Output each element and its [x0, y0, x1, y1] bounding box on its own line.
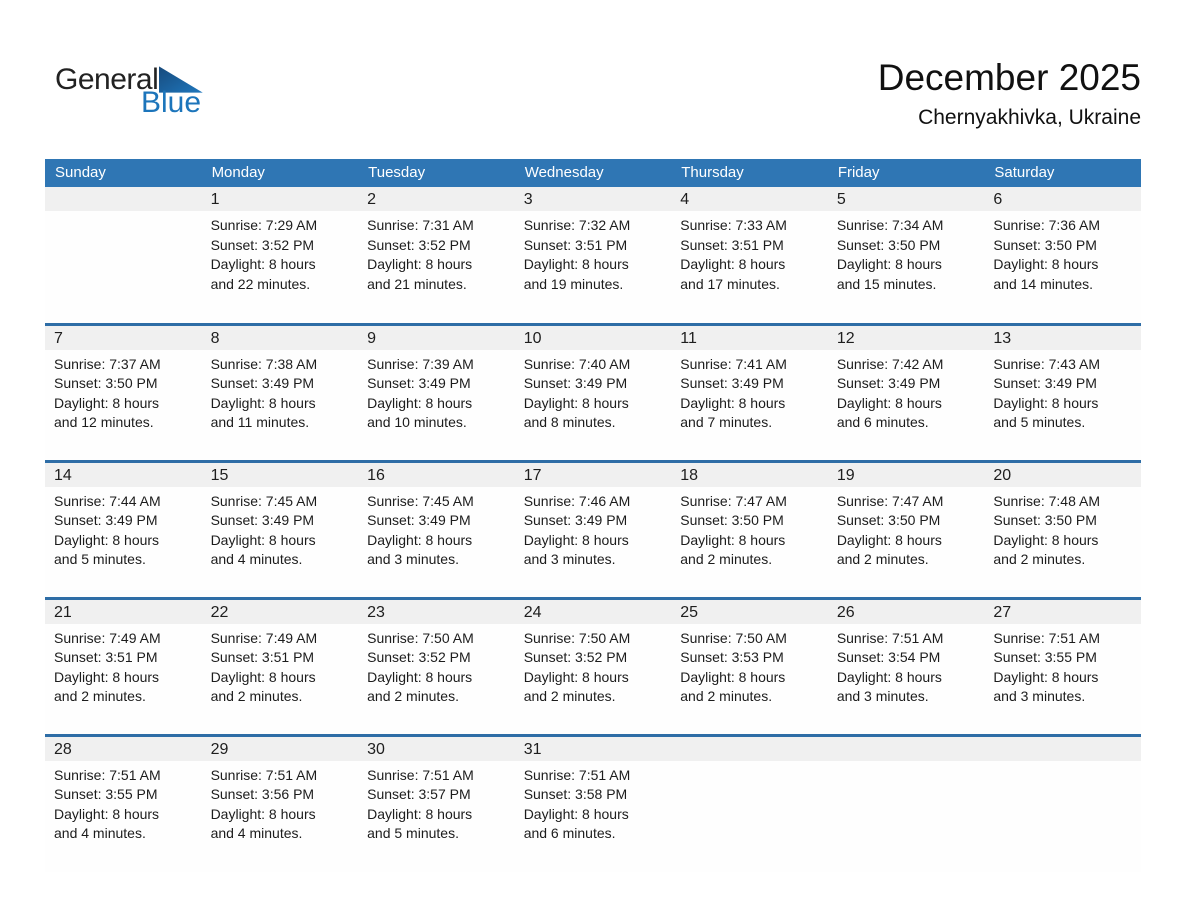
day-daylight-line1: Daylight: 8 hours: [210, 805, 316, 822]
day-sunrise: Sunrise: 7:45 AM: [210, 492, 318, 509]
day-number-band: [45, 326, 202, 350]
day-sunset: Sunset: 3:49 PM: [836, 375, 941, 392]
day-info: [515, 624, 672, 707]
day-daylight-line1: Daylight: 8 hours: [523, 531, 629, 548]
day-info: [515, 487, 672, 570]
day-sunrise: Sunrise: 7:37 AM: [54, 355, 161, 372]
day-sunrise: Sunrise: 7:36 AM: [993, 217, 1100, 233]
day-info: [358, 350, 515, 433]
day-daylight-line2: and 4 minutes.: [210, 551, 303, 568]
day-number: 10: [523, 329, 542, 347]
day-daylight-line1: Daylight: 8 hours: [836, 256, 942, 273]
day-daylight-line1: Daylight: 8 hours: [367, 394, 473, 411]
day-cell: [828, 598, 985, 735]
day-sunrise: Sunrise: 7:47 AM: [680, 492, 787, 509]
empty-day-cell: [984, 735, 1141, 872]
day-number-band: [202, 737, 359, 761]
day-cell: [828, 461, 985, 598]
weekday-friday: Friday: [828, 159, 985, 187]
day-daylight-line1: Daylight: 8 hours: [836, 394, 942, 411]
day-daylight-line2: and 3 minutes.: [367, 551, 459, 568]
logo-text-blue: Blue: [140, 86, 201, 119]
day-daylight-line1: Daylight: 8 hours: [210, 531, 316, 548]
day-number: 29: [210, 740, 229, 758]
day-number: 8: [210, 329, 220, 347]
day-info: [202, 624, 359, 707]
day-daylight-line1: Daylight: 8 hours: [523, 668, 629, 685]
day-cell: [202, 735, 359, 872]
day-number: 5: [836, 191, 846, 208]
day-daylight-line1: Daylight: 8 hours: [836, 531, 942, 548]
day-sunrise: Sunrise: 7:31 AM: [367, 217, 474, 233]
day-number: 26: [836, 603, 855, 621]
day-daylight-line2: and 14 minutes.: [993, 275, 1093, 292]
day-sunset: Sunset: 3:51 PM: [680, 236, 784, 253]
day-info: [358, 761, 515, 844]
location-subtitle: Chernyakhivka, Ukraine: [918, 105, 1141, 129]
day-sunrise: Sunrise: 7:50 AM: [680, 629, 787, 646]
day-number-band: [358, 326, 515, 350]
weekday-tuesday: Tuesday: [358, 159, 515, 187]
day-sunset: Sunset: 3:49 PM: [210, 512, 315, 529]
day-info: [45, 761, 202, 844]
day-cell: [45, 735, 202, 872]
day-daylight-line2: and 17 minutes.: [680, 275, 780, 292]
day-daylight-line1: Daylight: 8 hours: [836, 668, 942, 685]
week-row: [45, 735, 1141, 872]
day-sunrise: Sunrise: 7:39 AM: [367, 355, 474, 372]
day-number: 12: [836, 329, 855, 347]
day-number-band: [515, 600, 672, 624]
day-sunset: Sunset: 3:49 PM: [680, 375, 784, 392]
day-number: 25: [680, 603, 699, 621]
day-number-band: [358, 187, 515, 211]
day-daylight-line2: and 6 minutes.: [523, 825, 616, 842]
day-sunset: Sunset: 3:50 PM: [680, 512, 784, 529]
day-info: [984, 487, 1141, 570]
day-daylight-line2: and 7 minutes.: [680, 414, 773, 431]
day-info: [984, 350, 1141, 433]
day-daylight-line2: and 21 minutes.: [367, 275, 467, 292]
day-number-band: [202, 326, 359, 350]
day-daylight-line2: and 2 minutes.: [993, 551, 1086, 568]
day-daylight-line1: Daylight: 8 hours: [54, 668, 160, 685]
day-daylight-line2: and 4 minutes.: [210, 825, 303, 842]
day-sunrise: Sunrise: 7:47 AM: [836, 492, 944, 509]
day-number: 11: [680, 329, 697, 347]
day-daylight-line1: Daylight: 8 hours: [680, 531, 786, 548]
day-cell: [202, 598, 359, 735]
day-info: [358, 487, 515, 570]
day-daylight-line1: Daylight: 8 hours: [523, 394, 629, 411]
week-row: [45, 598, 1141, 735]
day-daylight-line2: and 6 minutes.: [836, 414, 929, 431]
day-info: [45, 624, 202, 707]
day-sunset: Sunset: 3:49 PM: [523, 375, 628, 392]
day-number-band: [984, 463, 1141, 487]
day-daylight-line1: Daylight: 8 hours: [367, 256, 473, 273]
day-number: 22: [210, 603, 229, 621]
day-number: 9: [367, 329, 377, 347]
day-daylight-line2: and 12 minutes.: [54, 414, 154, 431]
day-sunrise: Sunrise: 7:41 AM: [680, 355, 787, 372]
day-cell: [515, 187, 672, 324]
day-number-band: [828, 737, 985, 761]
day-number-band: [984, 326, 1141, 350]
day-daylight-line2: and 2 minutes.: [367, 688, 459, 705]
day-sunset: Sunset: 3:52 PM: [367, 649, 471, 666]
weekday-thursday: Thursday: [671, 159, 828, 187]
day-cell: [671, 187, 828, 324]
day-cell: [984, 598, 1141, 735]
day-number-band: [358, 600, 515, 624]
day-info: [358, 211, 515, 294]
day-daylight-line2: and 5 minutes.: [367, 825, 459, 842]
day-number-band: [984, 737, 1141, 761]
day-number: 19: [836, 466, 855, 484]
day-daylight-line2: and 11 minutes.: [210, 414, 310, 431]
day-daylight-line2: and 2 minutes.: [210, 688, 303, 705]
day-number-band: [45, 600, 202, 624]
day-info: [45, 350, 202, 433]
day-daylight-line2: and 2 minutes.: [523, 688, 616, 705]
empty-day-cell: [828, 735, 985, 872]
day-number-band: [515, 463, 672, 487]
day-number: 14: [54, 466, 72, 484]
day-cell: [984, 324, 1141, 461]
day-sunrise: Sunrise: 7:51 AM: [54, 766, 161, 783]
day-daylight-line1: Daylight: 8 hours: [210, 668, 316, 685]
day-daylight-line2: and 3 minutes.: [993, 688, 1086, 705]
day-daylight-line1: Daylight: 8 hours: [993, 668, 1099, 685]
day-number-band: [671, 463, 828, 487]
weekday-saturday: Saturday: [984, 159, 1141, 187]
day-cell: [45, 598, 202, 735]
day-number-band: [358, 737, 515, 761]
day-sunrise: Sunrise: 7:51 AM: [210, 766, 318, 783]
day-cell: [202, 187, 359, 324]
day-info: [984, 211, 1141, 294]
day-sunrise: Sunrise: 7:51 AM: [993, 629, 1100, 646]
day-info: [828, 624, 985, 707]
day-cell: [358, 461, 515, 598]
day-info: [515, 761, 672, 844]
day-sunset: Sunset: 3:55 PM: [993, 649, 1097, 666]
day-sunset: Sunset: 3:50 PM: [836, 236, 941, 253]
day-number-band: [828, 463, 985, 487]
weekday-wednesday: Wednesday: [515, 159, 672, 187]
day-sunrise: Sunrise: 7:50 AM: [523, 629, 631, 646]
day-number: 30: [367, 740, 385, 758]
day-cell: [515, 735, 672, 872]
day-daylight-line2: and 4 minutes.: [54, 825, 146, 842]
day-sunrise: Sunrise: 7:45 AM: [367, 492, 474, 509]
day-sunrise: Sunrise: 7:38 AM: [210, 355, 318, 372]
empty-day-cell: [45, 187, 202, 324]
day-number-band: [202, 463, 359, 487]
day-number-band: [515, 737, 672, 761]
day-number-band: [671, 737, 828, 761]
weekday-monday: Monday: [202, 159, 359, 187]
calendar-grid-body: [45, 187, 1141, 872]
page-header: [45, 0, 1143, 159]
day-info: [828, 487, 985, 570]
day-number-band: [984, 187, 1141, 211]
day-sunrise: Sunrise: 7:48 AM: [993, 492, 1100, 509]
day-sunset: Sunset: 3:50 PM: [54, 375, 158, 392]
day-cell: [358, 598, 515, 735]
day-daylight-line2: and 2 minutes.: [54, 688, 146, 705]
day-number-band: [984, 600, 1141, 624]
day-sunrise: Sunrise: 7:33 AM: [680, 217, 787, 233]
day-daylight-line2: and 22 minutes.: [210, 275, 311, 292]
day-info: [202, 211, 359, 294]
day-daylight-line1: Daylight: 8 hours: [680, 394, 786, 411]
day-cell: [984, 461, 1141, 598]
day-cell: [984, 187, 1141, 324]
day-number: 16: [367, 466, 385, 484]
day-sunset: Sunset: 3:52 PM: [523, 649, 628, 666]
day-sunrise: Sunrise: 7:49 AM: [54, 629, 161, 646]
day-number: 13: [993, 329, 1012, 347]
day-daylight-line2: and 10 minutes.: [367, 414, 467, 431]
day-number: 31: [523, 740, 542, 758]
day-daylight-line2: and 19 minutes.: [523, 275, 624, 292]
day-daylight-line2: and 5 minutes.: [993, 414, 1086, 431]
day-sunrise: Sunrise: 7:51 AM: [523, 766, 631, 783]
day-info: [671, 624, 828, 707]
day-info: [202, 487, 359, 570]
title-block: [878, 58, 1141, 130]
day-sunset: Sunset: 3:49 PM: [367, 375, 471, 392]
general-blue-logo: [55, 65, 203, 118]
day-number: 28: [54, 740, 72, 758]
day-daylight-line1: Daylight: 8 hours: [523, 805, 629, 822]
day-daylight-line1: Daylight: 8 hours: [367, 805, 473, 822]
day-daylight-line2: and 2 minutes.: [680, 688, 773, 705]
day-number-band: [671, 600, 828, 624]
day-cell: [671, 324, 828, 461]
day-cell: [671, 598, 828, 735]
day-daylight-line1: Daylight: 8 hours: [54, 805, 160, 822]
day-sunset: Sunset: 3:49 PM: [993, 375, 1097, 392]
day-daylight-line1: Daylight: 8 hours: [523, 256, 629, 273]
day-cell: [671, 461, 828, 598]
month-title: December 2025: [877, 57, 1141, 98]
day-sunset: Sunset: 3:49 PM: [54, 512, 158, 529]
day-sunset: Sunset: 3:51 PM: [210, 649, 315, 666]
day-sunrise: Sunrise: 7:51 AM: [367, 766, 474, 783]
day-daylight-line1: Daylight: 8 hours: [367, 668, 473, 685]
day-daylight-line2: and 2 minutes.: [680, 551, 773, 568]
day-sunset: Sunset: 3:56 PM: [210, 786, 315, 803]
day-info: [358, 624, 515, 707]
day-sunset: Sunset: 3:51 PM: [54, 649, 158, 666]
day-daylight-line1: Daylight: 8 hours: [993, 394, 1099, 411]
day-daylight-line1: Daylight: 8 hours: [210, 256, 316, 273]
day-info: [45, 487, 202, 570]
day-daylight-line1: Daylight: 8 hours: [210, 394, 316, 411]
day-number: 3: [523, 191, 533, 208]
day-number: 20: [993, 466, 1012, 484]
week-row: [45, 324, 1141, 461]
day-number-band: [45, 463, 202, 487]
day-sunset: Sunset: 3:52 PM: [367, 236, 471, 253]
day-sunrise: Sunrise: 7:29 AM: [210, 217, 318, 233]
day-cell: [515, 598, 672, 735]
day-number-band: [358, 463, 515, 487]
day-number: 23: [367, 603, 385, 621]
day-sunrise: Sunrise: 7:43 AM: [993, 355, 1100, 372]
day-info: [515, 350, 672, 433]
day-sunrise: Sunrise: 7:40 AM: [523, 355, 631, 372]
day-daylight-line1: Daylight: 8 hours: [54, 394, 160, 411]
calendar-table: [45, 159, 1141, 872]
day-number-band: [671, 187, 828, 211]
day-daylight-line1: Daylight: 8 hours: [993, 256, 1099, 273]
day-number-band: [45, 737, 202, 761]
day-cell: [828, 187, 985, 324]
day-daylight-line1: Daylight: 8 hours: [54, 531, 160, 548]
day-sunrise: Sunrise: 7:49 AM: [210, 629, 318, 646]
day-sunrise: Sunrise: 7:50 AM: [367, 629, 474, 646]
day-cell: [45, 324, 202, 461]
week-row: [45, 187, 1141, 324]
day-cell: [358, 735, 515, 872]
day-cell: [45, 461, 202, 598]
weekday-header-row: [45, 159, 1141, 187]
day-daylight-line2: and 15 minutes.: [836, 275, 937, 292]
day-daylight-line2: and 8 minutes.: [523, 414, 616, 431]
day-daylight-line1: Daylight: 8 hours: [993, 531, 1099, 548]
day-sunset: Sunset: 3:58 PM: [523, 786, 628, 803]
day-number: 18: [680, 466, 699, 484]
day-cell: [202, 461, 359, 598]
day-number-band: [202, 600, 359, 624]
day-number-band: [202, 187, 359, 211]
day-number: 21: [54, 603, 72, 621]
day-info: [671, 350, 828, 433]
day-number-band: [671, 326, 828, 350]
day-info: [828, 211, 985, 294]
day-info: [671, 487, 828, 570]
day-info: [202, 350, 359, 433]
day-number: 7: [54, 329, 63, 347]
day-number-band: [515, 326, 672, 350]
day-sunset: Sunset: 3:52 PM: [210, 236, 315, 253]
day-info: [828, 350, 985, 433]
day-info: [202, 761, 359, 844]
weekday-sunday: Sunday: [45, 159, 202, 187]
day-sunset: Sunset: 3:53 PM: [680, 649, 784, 666]
week-row: [45, 461, 1141, 598]
day-sunset: Sunset: 3:51 PM: [523, 236, 628, 253]
day-sunset: Sunset: 3:49 PM: [367, 512, 471, 529]
day-number: 2: [367, 191, 377, 208]
day-daylight-line1: Daylight: 8 hours: [367, 531, 473, 548]
day-info: [984, 624, 1141, 707]
day-daylight-line2: and 3 minutes.: [523, 551, 616, 568]
day-number-band: [828, 187, 985, 211]
day-info: [515, 211, 672, 294]
day-number: 17: [523, 466, 542, 484]
day-daylight-line2: and 5 minutes.: [54, 551, 146, 568]
day-daylight-line1: Daylight: 8 hours: [680, 256, 786, 273]
day-number: 4: [680, 191, 690, 208]
day-cell: [515, 324, 672, 461]
day-sunrise: Sunrise: 7:42 AM: [836, 355, 944, 372]
day-cell: [515, 461, 672, 598]
day-cell: [202, 324, 359, 461]
day-number-band: [828, 600, 985, 624]
day-sunrise: Sunrise: 7:44 AM: [54, 492, 161, 509]
day-sunset: Sunset: 3:57 PM: [367, 786, 471, 803]
day-number-band: [515, 187, 672, 211]
empty-day-cell: [671, 735, 828, 872]
day-number: 1: [210, 191, 220, 208]
day-cell: [358, 187, 515, 324]
day-daylight-line2: and 3 minutes.: [836, 688, 929, 705]
day-sunset: Sunset: 3:50 PM: [836, 512, 941, 529]
day-cell: [828, 324, 985, 461]
day-sunset: Sunset: 3:50 PM: [993, 236, 1097, 253]
day-daylight-line2: and 2 minutes.: [836, 551, 929, 568]
day-sunset: Sunset: 3:49 PM: [523, 512, 628, 529]
day-sunrise: Sunrise: 7:51 AM: [836, 629, 944, 646]
day-sunrise: Sunrise: 7:32 AM: [523, 217, 631, 233]
day-sunrise: Sunrise: 7:34 AM: [836, 217, 944, 233]
day-info: [671, 211, 828, 294]
day-number-band: [828, 326, 985, 350]
day-sunset: Sunset: 3:49 PM: [210, 375, 315, 392]
day-number: 24: [523, 603, 542, 621]
logo-text-general: General: [55, 63, 159, 96]
day-sunset: Sunset: 3:50 PM: [993, 512, 1097, 529]
day-sunrise: Sunrise: 7:46 AM: [523, 492, 631, 509]
day-number-band: [45, 187, 202, 211]
day-number: 15: [210, 466, 229, 484]
day-sunset: Sunset: 3:55 PM: [54, 786, 158, 803]
day-sunset: Sunset: 3:54 PM: [836, 649, 941, 666]
day-cell: [358, 324, 515, 461]
day-number: 6: [993, 191, 1003, 208]
day-daylight-line1: Daylight: 8 hours: [680, 668, 786, 685]
day-number: 27: [993, 603, 1012, 621]
